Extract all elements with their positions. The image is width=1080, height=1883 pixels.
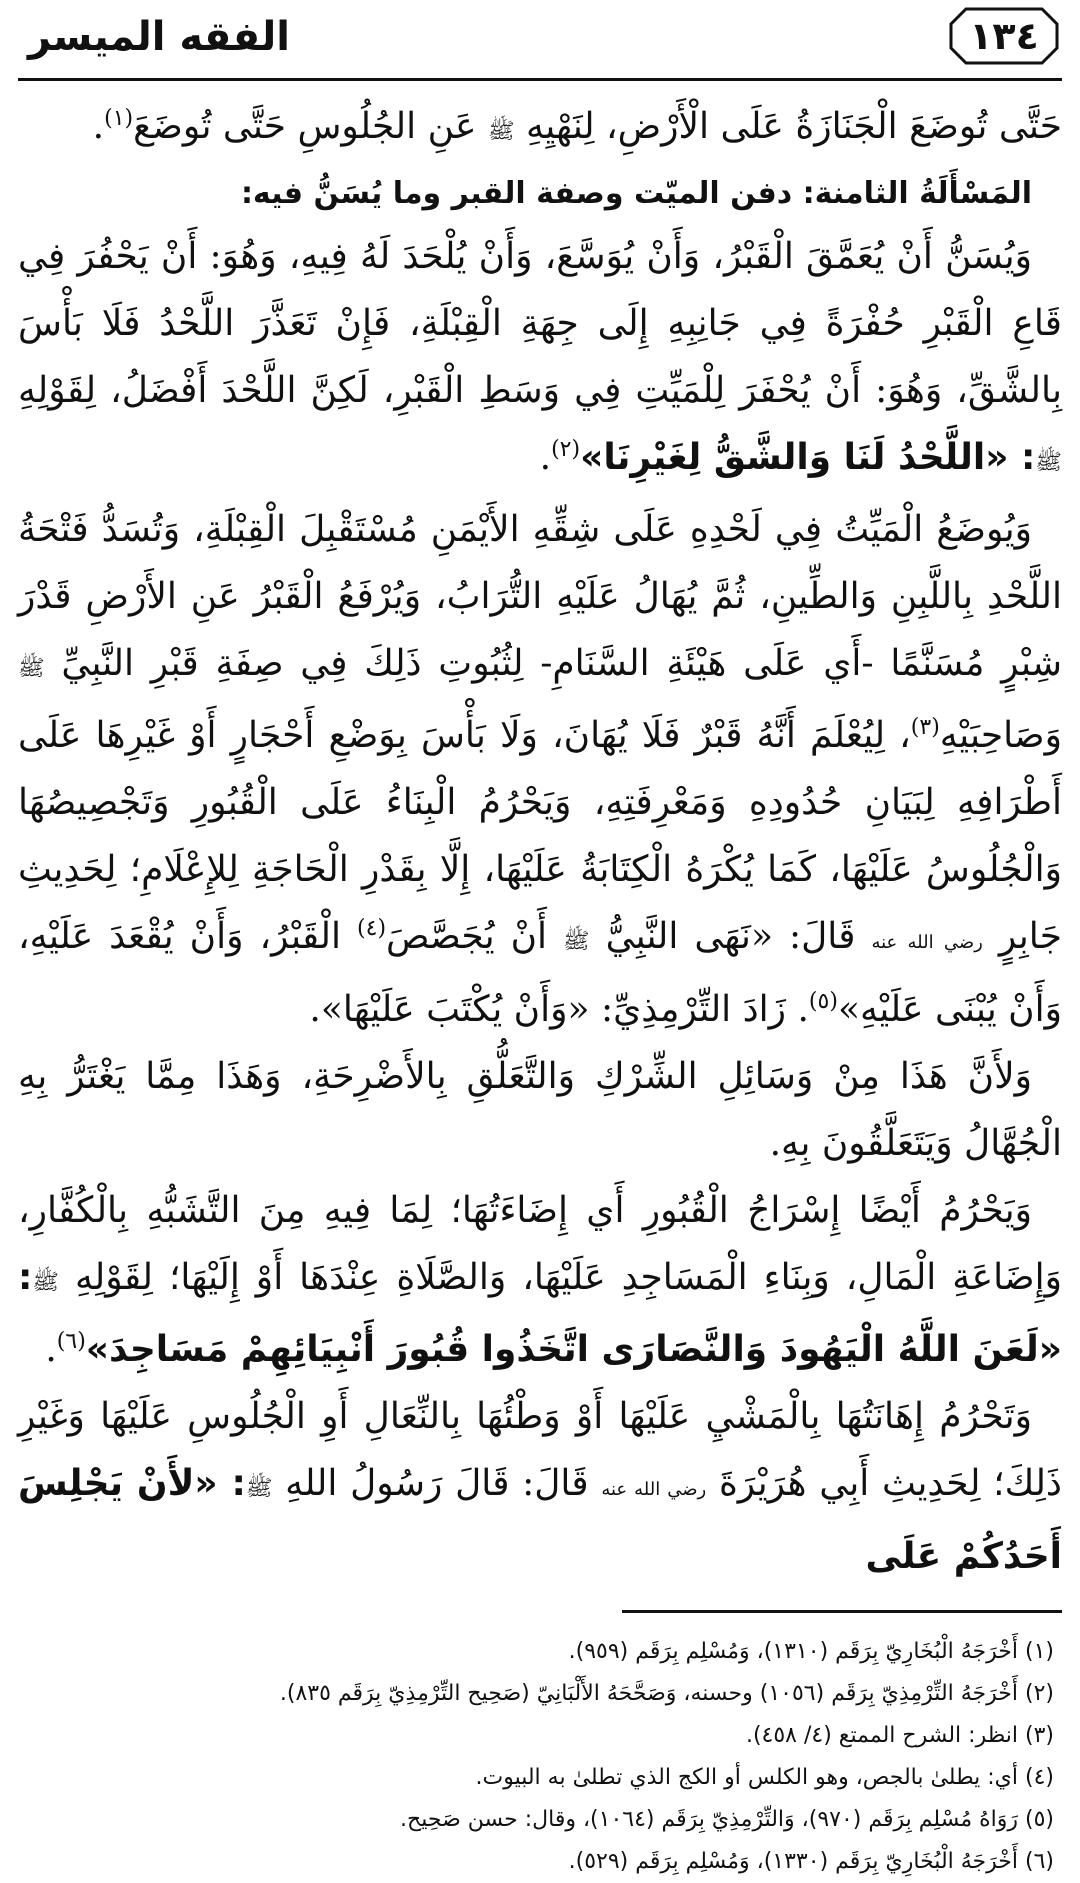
page-header <box>18 0 1062 81</box>
section-heading: المَسْأَلَةُ الثامنة: دفن الميّت وصفة القبر وما يُسَنُّ فيه: <box>240 176 1032 211</box>
paragraph-1 <box>18 93 1062 165</box>
text-run: وَلأَنَّ هَذَا مِنْ وَسَائِلِ الشِّرْكِ وَالتَّعَلُّقِ بِالأَضْرِحَةِ، وَهَذَا مِمَّا يَغْتَرُّ بِهِ الْجُهَّالُ وَيَتَعَلَّقُونَ بِهِ. <box>18 1056 1062 1164</box>
page-number: ١٣٤ <box>969 14 1039 58</box>
text-run: . <box>92 106 105 147</box>
text-run: . <box>45 1329 57 1370</box>
footnote-6: (٦) أَخْرَجَهُ الْبُخَارِيّ بِرَقَم (١٣٣٠)، وَمُسْلِم بِرَقَم (٥٢٩). <box>568 1849 1054 1874</box>
footnote-4: (٤) أي: يطلىٰ بالجص، وهو الكلس أو الكج الذي تطلىٰ به البيوت. <box>475 1765 1054 1790</box>
text-run: . زَادَ التِّرْمِذِيِّ: «وَأَنْ يُكْتَبَ عَلَيْهَا». <box>309 989 809 1030</box>
text-run: أَنْ يُجَصَّصَ <box>386 916 548 957</box>
paragraph-6 <box>18 1383 1062 1590</box>
book-title: الفقه الميسر <box>28 14 290 60</box>
salawat-symbol: ﷺ <box>32 1270 59 1295</box>
text-run: قَالَ: «نَهَى النَّبِيُّ <box>605 916 856 957</box>
text-run: وَيُوضَعُ الْمَيِّتُ فِي لَحْدِهِ عَلَى شِقِّهِ الأَيْمَنِ مُسْتَقْبِلَ الْقِبْلَةِ، وَتُسَدُّ فَتْحَةُ اللَّحْدِ بِاللَّبِنِ وَالطِّينِ، ثُمَّ يُهَالُ عَلَيْهِ التُّرَابُ، وَيُرْفَعُ الْقَبْرُ عَنِ الأَرْضِ قَدْرَ شِبْرٍ مُسَنَّمًا -أَي عَلَى هَيْئَةِ السَّنَامِ- لِثُبُوتِ ذَلِكَ فِي صِفَةِ قَبْرِ النَّبِيِّ <box>18 509 1062 684</box>
footnote-ref: (٦) <box>56 1329 86 1354</box>
radiallahu-symbol: رضي الله عنه <box>601 1479 707 1500</box>
footnote-1: (١) أَخْرَجَهُ الْبُخَارِيّ بِرَقَم (١٣١٠)، وَمُسْلِم بِرَقَم (٩٥٩). <box>568 1639 1054 1664</box>
hadith-quote: : «اللَّحْدُ لَنَا وَالشَّقُّ لِغَيْرِنَا» <box>580 437 1036 478</box>
footnote-ref: (١) <box>104 106 134 131</box>
main-text <box>18 93 1062 1590</box>
footnote-ref: (٣) <box>910 715 940 740</box>
paragraph-5 <box>18 1177 1062 1383</box>
hadith-quote: : «لأَنْ يَجْلِسَ أَحَدُكُمْ عَلَى <box>18 1463 1062 1577</box>
paragraph-2 <box>18 223 1062 496</box>
text-run: وَتَحْرُمُ إِهَانَتُهَا بِالْمَشْيِ عَلَيْهَا أَوْ وَطْئُهَا بِالنِّعَالِ أَوِ الْجُلُوسِ عَلَيْهَا وَغَيْرِ ذَلِكَ؛ لِحَدِيثِ أَبِي هُرَيْرَةَ <box>18 1396 1062 1504</box>
footnote-ref: (٢) <box>551 437 581 462</box>
text-run: قَالَ: قَالَ رَسُولُ اللهِ <box>285 1463 589 1504</box>
text-run: وَصَاحِبَيْهِ <box>939 715 1062 756</box>
text-run: الْقَبْرُ، وَأَنْ يُقْعَدَ عَلَيْهِ، وَأَنْ يُبْنَى عَلَيْهِ» <box>18 916 1062 1030</box>
footnote-ref: (٤) <box>357 916 387 941</box>
paragraph-4 <box>18 1043 1062 1177</box>
text-run: وَيُسَنُّ أَنْ يُعَمَّقَ الْقَبْرُ، وَأَنْ يُوَسَّعَ، وَأَنْ يُلْحَدَ لَهُ فِيهِ، وَهُوَ: أَنْ يَحْفُرَ فِي قَاعِ الْقَبْرِ حُفْرَةً فِي جَانِبِهِ إِلَى جِهَةِ الْقِبْلَةِ، فَإِنْ تَعَذَّرَ اللَّحْدُ فَلَا بَأْسَ بِالشَّقِّ، وَهُوَ: أَنْ يُحْفَرَ لِلْمَيِّتِ فِي وَسَطِ الْقَبْرِ، لَكِنَّ اللَّحْدَ أَفْضَلُ، لِقَوْلِهِ <box>18 236 1062 411</box>
text-run: وَيَحْرُمُ أَيْضًا إِسْرَاجُ الْقُبُورِ أَي إِضَاءَتُهَا؛ لِمَا فِيهِ مِنَ التَّشَبُّهِ بِالْكُفَّارِ، وَإِضَاعَةِ الْمَالِ، وَبِنَاءِ الْمَسَاجِدِ عَلَيْهَا، وَالصَّلَاةِ عِنْدَهَا أَوْ إِلَيْهَا؛ لِقَوْلِهِ <box>18 1190 1062 1298</box>
page-number-badge <box>948 6 1060 66</box>
footnotes <box>18 1631 1062 1883</box>
text-run: . <box>539 437 552 478</box>
footnote-5: (٥) رَوَاهُ مُسْلِم بِرَقَم (٩٧٠)، وَالتِّرْمِذِيّ بِرَقَم (١٠٦٤)، وقال: حسن صَحِيح. <box>400 1807 1054 1832</box>
hadith-quote: : «لَعَنَ اللَّهُ الْيَهُودَ وَالنَّصَارَى اتَّخَذُوا قُبُورَ أَنْبِيَائِهِمْ مَسَاجِدَ» <box>18 1257 1062 1370</box>
text-run: ، لِيُعْلَمَ أَنَّهُ قَبْرٌ فَلَا يُهَانَ، وَلَا بَأْسَ بِوَضْعِ أَحْجَارٍ أَوْ غَيْرِهَا عَلَى أَطْرَافِهِ لِبَيَانِ حُدُودِهِ وَمَعْرِفَتِهِ، وَيَحْرُمُ الْبِنَاءُ عَلَى الْقُبُورِ وَتَجْصِيصُهَا وَالْجُلُوسُ عَلَيْهَا، كَمَا يُكْرَهُ الْكِتَابَةُ عَلَيْهَا، إِلَّا بِقَدْرِ الْحَاجَةِ لِلإِعْلَامِ؛ لِحَدِيثِ جَابِرٍ <box>18 715 1062 957</box>
text-run: حَتَّى تُوضَعَ الْجَنَازَةُ عَلَى الْأَرْضِ، لِنَهْيِهِ <box>525 106 1062 147</box>
text-run: عَنِ الجُلُوسِ حَتَّى تُوضَعَ <box>133 106 477 147</box>
footnote-ref: (٥) <box>808 989 838 1014</box>
salawat-symbol: ﷺ <box>563 929 590 954</box>
salawat-symbol: ﷺ <box>1035 450 1062 475</box>
paragraph-3 <box>18 496 1062 1043</box>
salawat-symbol: ﷺ <box>487 119 515 144</box>
salawat-symbol: ﷺ <box>18 656 45 681</box>
footnote-2: (٢) أَخْرَجَهُ التِّرْمِذِيّ بِرَقَم (١٠٥٦) وحسنه، وَصَحَّحَهُ الأَلْبَانِيّ (صَحِيح التِّرْمِذِيّ بِرَقَم ٨٣٥). <box>279 1681 1054 1706</box>
salawat-symbol: ﷺ <box>245 1476 273 1501</box>
footnote-divider <box>622 1610 1062 1613</box>
footnote-3: (٣) انظر: الشرح الممتع (٤/ ٤٥٨). <box>745 1723 1054 1748</box>
radiallahu-symbol: رضي الله عنه <box>871 932 983 953</box>
